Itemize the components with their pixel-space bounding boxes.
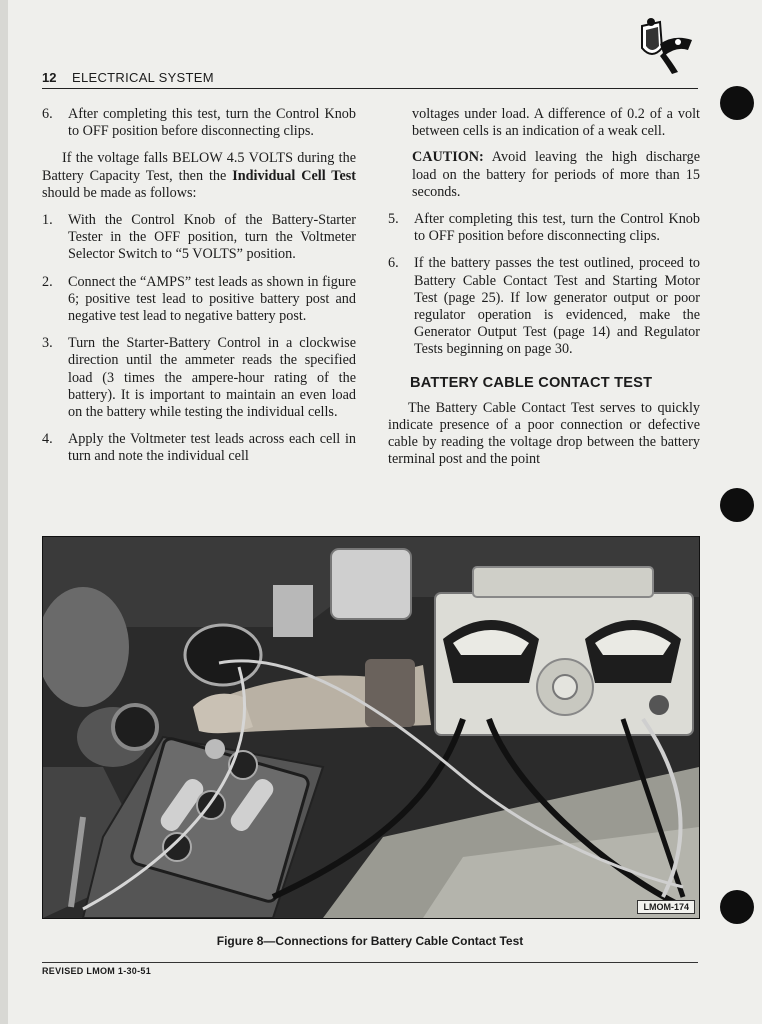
- item-text: If the battery passes the test outlined, proceed to Battery Cable Contact Test and Starting Motor Test (page 25). If low generator output or poor regulator operation is evidenced, make the Generator Output Test (page 14) and Regulator Tests beginning on page 30.: [414, 255, 700, 358]
- binder-hole: [720, 488, 754, 522]
- list-item: [42, 212, 356, 264]
- page-edge: [0, 0, 8, 1024]
- figure-id-label: LMOM-174: [637, 900, 695, 914]
- left-column: [42, 106, 356, 476]
- item-text: Apply the Voltmeter test leads across each cell in turn and note the individual cell: [68, 431, 356, 465]
- caution-note: [388, 149, 700, 201]
- figure-caption: Figure 8—Connections for Battery Cable Contact Test: [216, 934, 524, 948]
- brand-crest-logo: [634, 16, 696, 76]
- item-text: Turn the Starter-Battery Control in a clockwise direction until the ammeter reads the specified load (3 times the ampere-hour rating of the battery). It is important to maintain an even load on the battery while testing the individual cells.: [68, 335, 356, 421]
- caution-label: CAUTION:: [412, 149, 484, 166]
- item-number: 3.: [42, 335, 53, 352]
- item-text: After completing this test, turn the Control Knob to OFF position before disconnecting clips.: [414, 211, 700, 245]
- item-number: 6.: [42, 106, 53, 122]
- item-text: Connect the “AMPS” test leads as shown in figure 6; positive test lead to positive battery post and negative test lead to negative battery post.: [68, 273, 356, 325]
- binder-hole: [720, 890, 754, 924]
- intro-text: If the voltage falls BELOW 4.5 VOLTS during the Battery Capacity Test, then the: [42, 150, 356, 184]
- section-title: ELECTRICAL SYSTEM: [72, 70, 214, 85]
- intro-paragraph: [42, 150, 356, 202]
- right-column: [388, 106, 700, 479]
- continued-text: voltages under load. A difference of 0.2 of a volt between cells is an indication of a weak cell.: [412, 106, 700, 140]
- figure-photo: [42, 536, 700, 919]
- item-number: 5.: [388, 211, 399, 228]
- item-number: 6.: [388, 255, 399, 272]
- list-item: [42, 335, 356, 421]
- item-number: 2.: [42, 273, 53, 290]
- list-item: [388, 211, 700, 245]
- engine-bay-illustration: [43, 537, 699, 918]
- body-paragraph: The Battery Cable Contact Test serves to quickly indicate presence of a poor connection or defective cable by reading the voltage drop between the battery terminal post and the point: [388, 399, 700, 468]
- section-heading: BATTERY CABLE CONTACT TEST: [410, 374, 653, 391]
- item-text: With the Control Knob of the Battery-Starter Tester in the OFF position, turn the Voltmeter Selector Switch to “5 VOLTS” position.: [68, 212, 356, 263]
- caution-text: Avoid leaving the high discharge load on the battery for periods of more than 15 seconds.: [412, 149, 700, 200]
- item-number: 4.: [42, 431, 53, 448]
- list-item: [42, 106, 356, 140]
- list-item: [388, 255, 700, 358]
- intro-bold-term: Individual Cell Test: [232, 167, 357, 184]
- binder-hole: [720, 86, 754, 120]
- item-text: After completing this test, turn the Control Knob to OFF position before disconnecting clips.: [68, 106, 356, 140]
- footer-rule: [42, 962, 698, 963]
- revision-note: REVISED LMOM 1-30-51: [42, 966, 152, 976]
- item-number: 1.: [42, 212, 53, 229]
- page-number: 12: [42, 70, 57, 85]
- list-item: [42, 431, 356, 465]
- intro-text-end: should be made as follows:: [42, 184, 197, 201]
- page-header: [42, 68, 698, 89]
- list-item: [42, 274, 356, 326]
